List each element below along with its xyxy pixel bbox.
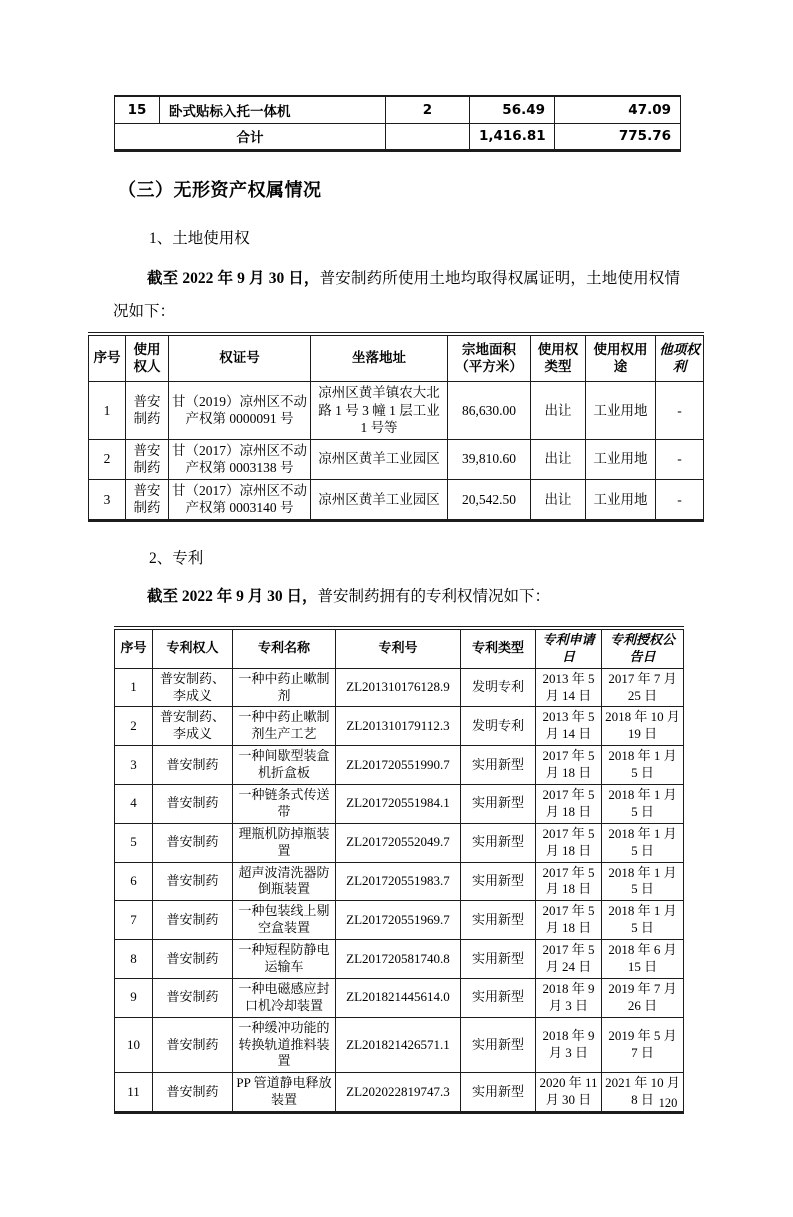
table-cell: 凉州区黄羊工业园区 bbox=[311, 439, 448, 479]
table-row bbox=[115, 784, 684, 823]
subheading-patents: 2、专利 bbox=[149, 549, 204, 567]
table-cell: 普安制药、李成义 bbox=[153, 668, 233, 707]
table-cell: 实用新型 bbox=[461, 940, 536, 979]
table-cell: 工业用地 bbox=[586, 439, 656, 479]
table-cell: 1 bbox=[89, 382, 126, 440]
table-cell: 一种包装线上剔空盒装置 bbox=[233, 901, 336, 940]
table-cell: 一种电磁感应封口机冷却装置 bbox=[233, 978, 336, 1017]
table-cell: 凉州区黄羊工业园区 bbox=[311, 479, 448, 520]
table-cell: 实用新型 bbox=[461, 784, 536, 823]
table-cell: 一种中药止嗽制剂 bbox=[233, 668, 336, 707]
table-cell: 普安制药 bbox=[153, 746, 233, 785]
column-header: 他项权利 bbox=[656, 334, 704, 382]
table-cell: 2020 年 11 月 30 日 bbox=[536, 1073, 602, 1113]
table-cell: 2013 年 5 月 14 日 bbox=[536, 668, 602, 707]
document-page bbox=[0, 95, 793, 1217]
land-use-table bbox=[88, 332, 704, 522]
table-cell: 实用新型 bbox=[461, 901, 536, 940]
patent-table bbox=[114, 626, 684, 1114]
table-cell: 2021 年 10 月 8 日 bbox=[602, 1073, 684, 1113]
table-cell-empty bbox=[386, 123, 470, 150]
table-cell: - bbox=[656, 479, 704, 520]
table-cell: 2017 年 5 月 18 日 bbox=[536, 862, 602, 901]
table-cell: 凉州区黄羊镇农大北路 1 号 3 幢 1 层工业 1 号等 bbox=[311, 382, 448, 440]
section-heading: （三）无形资产权属情况 bbox=[118, 179, 322, 201]
intro-date-bold: 截至 2022 年 9 月 30 日， bbox=[147, 269, 320, 287]
table-cell-value: 47.09 bbox=[555, 96, 681, 123]
table-cell-no: 15 bbox=[115, 96, 160, 123]
table-cell: 2018 年 9 月 3 日 bbox=[536, 978, 602, 1017]
table-cell: 7 bbox=[115, 901, 153, 940]
table-cell: 39,810.60 bbox=[448, 439, 531, 479]
table-cell: ZL201310179112.3 bbox=[336, 707, 461, 746]
table-cell: 2018 年 1 月 5 日 bbox=[602, 823, 684, 862]
column-header: 使用权用途 bbox=[586, 334, 656, 382]
table-cell: - bbox=[656, 382, 704, 440]
table-row bbox=[115, 1017, 684, 1073]
table-cell: ZL201720552049.7 bbox=[336, 823, 461, 862]
table-cell: 2018 年 1 月 5 日 bbox=[602, 901, 684, 940]
table-row bbox=[115, 901, 684, 940]
table-cell: 发明专利 bbox=[461, 668, 536, 707]
table-cell: 86,630.00 bbox=[448, 382, 531, 440]
table-cell: 普安制药 bbox=[153, 823, 233, 862]
page-number: 120 bbox=[658, 1096, 678, 1110]
column-header: 专利号 bbox=[336, 628, 461, 668]
table-row bbox=[89, 382, 704, 440]
intro-date-bold: 截至 2022 年 9 月 30 日， bbox=[147, 587, 318, 605]
table-cell: 实用新型 bbox=[461, 978, 536, 1017]
table-cell: 普安制药 bbox=[126, 439, 169, 479]
table-cell: 2 bbox=[115, 707, 153, 746]
table-row bbox=[89, 479, 704, 520]
table-cell-equipment-name: 卧式贴标入托一体机 bbox=[160, 96, 386, 123]
table-cell: 发明专利 bbox=[461, 707, 536, 746]
table-cell: - bbox=[656, 439, 704, 479]
table-cell: ZL201720551990.7 bbox=[336, 746, 461, 785]
land-intro-paragraph bbox=[113, 262, 680, 328]
table-cell: 出让 bbox=[531, 479, 586, 520]
table-header-row bbox=[89, 334, 704, 382]
table-row bbox=[115, 940, 684, 979]
table-header-row bbox=[115, 628, 684, 668]
patents-intro-paragraph bbox=[113, 587, 680, 607]
table-cell: 普安制药、李成义 bbox=[153, 707, 233, 746]
table-cell: ZL201720551984.1 bbox=[336, 784, 461, 823]
column-header: 专利名称 bbox=[233, 628, 336, 668]
intro-text: 普安制药拥有的专利权情况如下： bbox=[317, 587, 551, 605]
table-row bbox=[89, 439, 704, 479]
table-cell: ZL201821426571.1 bbox=[336, 1017, 461, 1073]
table-row-total bbox=[115, 123, 681, 150]
table-cell: 甘（2017）凉州区不动产权第 0003138 号 bbox=[169, 439, 311, 479]
table-cell: 普安制药 bbox=[153, 1017, 233, 1073]
table-cell: 普安制药 bbox=[153, 784, 233, 823]
table-cell: 出让 bbox=[531, 439, 586, 479]
table-row bbox=[115, 1073, 684, 1113]
table-cell: 工业用地 bbox=[586, 479, 656, 520]
column-header: 使用权类型 bbox=[531, 334, 586, 382]
column-header: 使用权人 bbox=[126, 334, 169, 382]
table-cell-value: 56.49 bbox=[470, 96, 555, 123]
table-cell: 普安制药 bbox=[153, 862, 233, 901]
table-row bbox=[115, 823, 684, 862]
table-cell: 2018 年 1 月 5 日 bbox=[602, 862, 684, 901]
table-cell: 2018 年 10 月 19 日 bbox=[602, 707, 684, 746]
table-cell: 一种链条式传送带 bbox=[233, 784, 336, 823]
table-cell: 实用新型 bbox=[461, 746, 536, 785]
table-cell: 5 bbox=[115, 823, 153, 862]
table-cell: 2019 年 7 月 26 日 bbox=[602, 978, 684, 1017]
table-cell: 实用新型 bbox=[461, 823, 536, 862]
table-cell: 2018 年 1 月 5 日 bbox=[602, 784, 684, 823]
column-header: 专利申请日 bbox=[536, 628, 602, 668]
column-header: 权证号 bbox=[169, 334, 311, 382]
table-cell: 9 bbox=[115, 978, 153, 1017]
table-cell: 1 bbox=[115, 668, 153, 707]
table-cell: 甘（2019）凉州区不动产权第 0000091 号 bbox=[169, 382, 311, 440]
table-cell: 超声波清洗器防倒瓶装置 bbox=[233, 862, 336, 901]
column-header: 专利权人 bbox=[153, 628, 233, 668]
patent-table-header bbox=[115, 628, 684, 668]
table-cell: 实用新型 bbox=[461, 862, 536, 901]
table-cell: 2013 年 5 月 14 日 bbox=[536, 707, 602, 746]
table-row bbox=[115, 862, 684, 901]
land-table-header bbox=[89, 334, 704, 382]
column-header: 专利类型 bbox=[461, 628, 536, 668]
table-cell: 11 bbox=[115, 1073, 153, 1113]
table-cell-quantity: 2 bbox=[386, 96, 470, 123]
intro-text: 普安制药所使用土地均取得权属证明，土地使用权情况如下： bbox=[113, 269, 680, 320]
table-cell: 2 bbox=[89, 439, 126, 479]
table-cell-total-value: 775.76 bbox=[555, 123, 681, 150]
table-cell: 一种缓冲功能的转换轨道推料装置 bbox=[233, 1017, 336, 1073]
table-row bbox=[115, 746, 684, 785]
table-cell: 2017 年 5 月 18 日 bbox=[536, 746, 602, 785]
column-header: 序号 bbox=[115, 628, 153, 668]
table-cell: 工业用地 bbox=[586, 382, 656, 440]
table-cell: 6 bbox=[115, 862, 153, 901]
table-cell: ZL201310176128.9 bbox=[336, 668, 461, 707]
table-cell: 实用新型 bbox=[461, 1017, 536, 1073]
column-header: 序号 bbox=[89, 334, 126, 382]
table-cell: 2018 年 9 月 3 日 bbox=[536, 1017, 602, 1073]
table-cell: 3 bbox=[89, 479, 126, 520]
table-cell-total-label: 合计 bbox=[115, 123, 386, 150]
table-cell: 2017 年 7 月 25 日 bbox=[602, 668, 684, 707]
table-cell: 一种间歇型装盒机折盒板 bbox=[233, 746, 336, 785]
table-cell: 普安制药 bbox=[153, 901, 233, 940]
table-cell: 20,542.50 bbox=[448, 479, 531, 520]
table-cell: 2018 年 6 月 15 日 bbox=[602, 940, 684, 979]
column-header: 专利授权公告日 bbox=[602, 628, 684, 668]
column-header: 坐落地址 bbox=[311, 334, 448, 382]
table-cell: 普安制药 bbox=[153, 978, 233, 1017]
table-cell: 3 bbox=[115, 746, 153, 785]
table-cell: 普安制药 bbox=[153, 940, 233, 979]
table-cell: 4 bbox=[115, 784, 153, 823]
table-cell: 2017 年 5 月 18 日 bbox=[536, 901, 602, 940]
table-cell: ZL201720551983.7 bbox=[336, 862, 461, 901]
table-cell: 普安制药 bbox=[153, 1073, 233, 1113]
table-cell: 一种中药止嗽制剂生产工艺 bbox=[233, 707, 336, 746]
table-cell: 2017 年 5 月 18 日 bbox=[536, 823, 602, 862]
table-cell: 2019 年 5 月 7 日 bbox=[602, 1017, 684, 1073]
table-row bbox=[115, 96, 681, 123]
column-header: 宗地面积（平方米） bbox=[448, 334, 531, 382]
table-cell-total-value: 1,416.81 bbox=[470, 123, 555, 150]
table-cell: 一种短程防静电运输车 bbox=[233, 940, 336, 979]
table-cell: ZL201720551969.7 bbox=[336, 901, 461, 940]
table-cell: ZL201720581740.8 bbox=[336, 940, 461, 979]
table-cell: 普安制药 bbox=[126, 382, 169, 440]
table-cell: 2018 年 1 月 5 日 bbox=[602, 746, 684, 785]
table-cell: 2017 年 5 月 24 日 bbox=[536, 940, 602, 979]
table-cell: ZL201821445614.0 bbox=[336, 978, 461, 1017]
table-cell: 10 bbox=[115, 1017, 153, 1073]
table-cell: 普安制药 bbox=[126, 479, 169, 520]
table-row bbox=[115, 668, 684, 707]
table-cell: 出让 bbox=[531, 382, 586, 440]
land-table-body bbox=[89, 382, 704, 521]
table-cell: 理瓶机防掉瓶装置 bbox=[233, 823, 336, 862]
equipment-table-fragment bbox=[114, 95, 681, 152]
table-cell: 甘（2017）凉州区不动产权第 0003140 号 bbox=[169, 479, 311, 520]
equipment-table-body bbox=[115, 96, 681, 150]
table-row bbox=[115, 707, 684, 746]
table-cell: ZL202022819747.3 bbox=[336, 1073, 461, 1113]
table-row bbox=[115, 978, 684, 1017]
table-cell: 实用新型 bbox=[461, 1073, 536, 1113]
table-cell: 2017 年 5 月 18 日 bbox=[536, 784, 602, 823]
subheading-land-use: 1、土地使用权 bbox=[149, 229, 250, 247]
patent-table-body bbox=[115, 668, 684, 1112]
table-cell: 8 bbox=[115, 940, 153, 979]
table-cell: PP 管道静电释放装置 bbox=[233, 1073, 336, 1113]
